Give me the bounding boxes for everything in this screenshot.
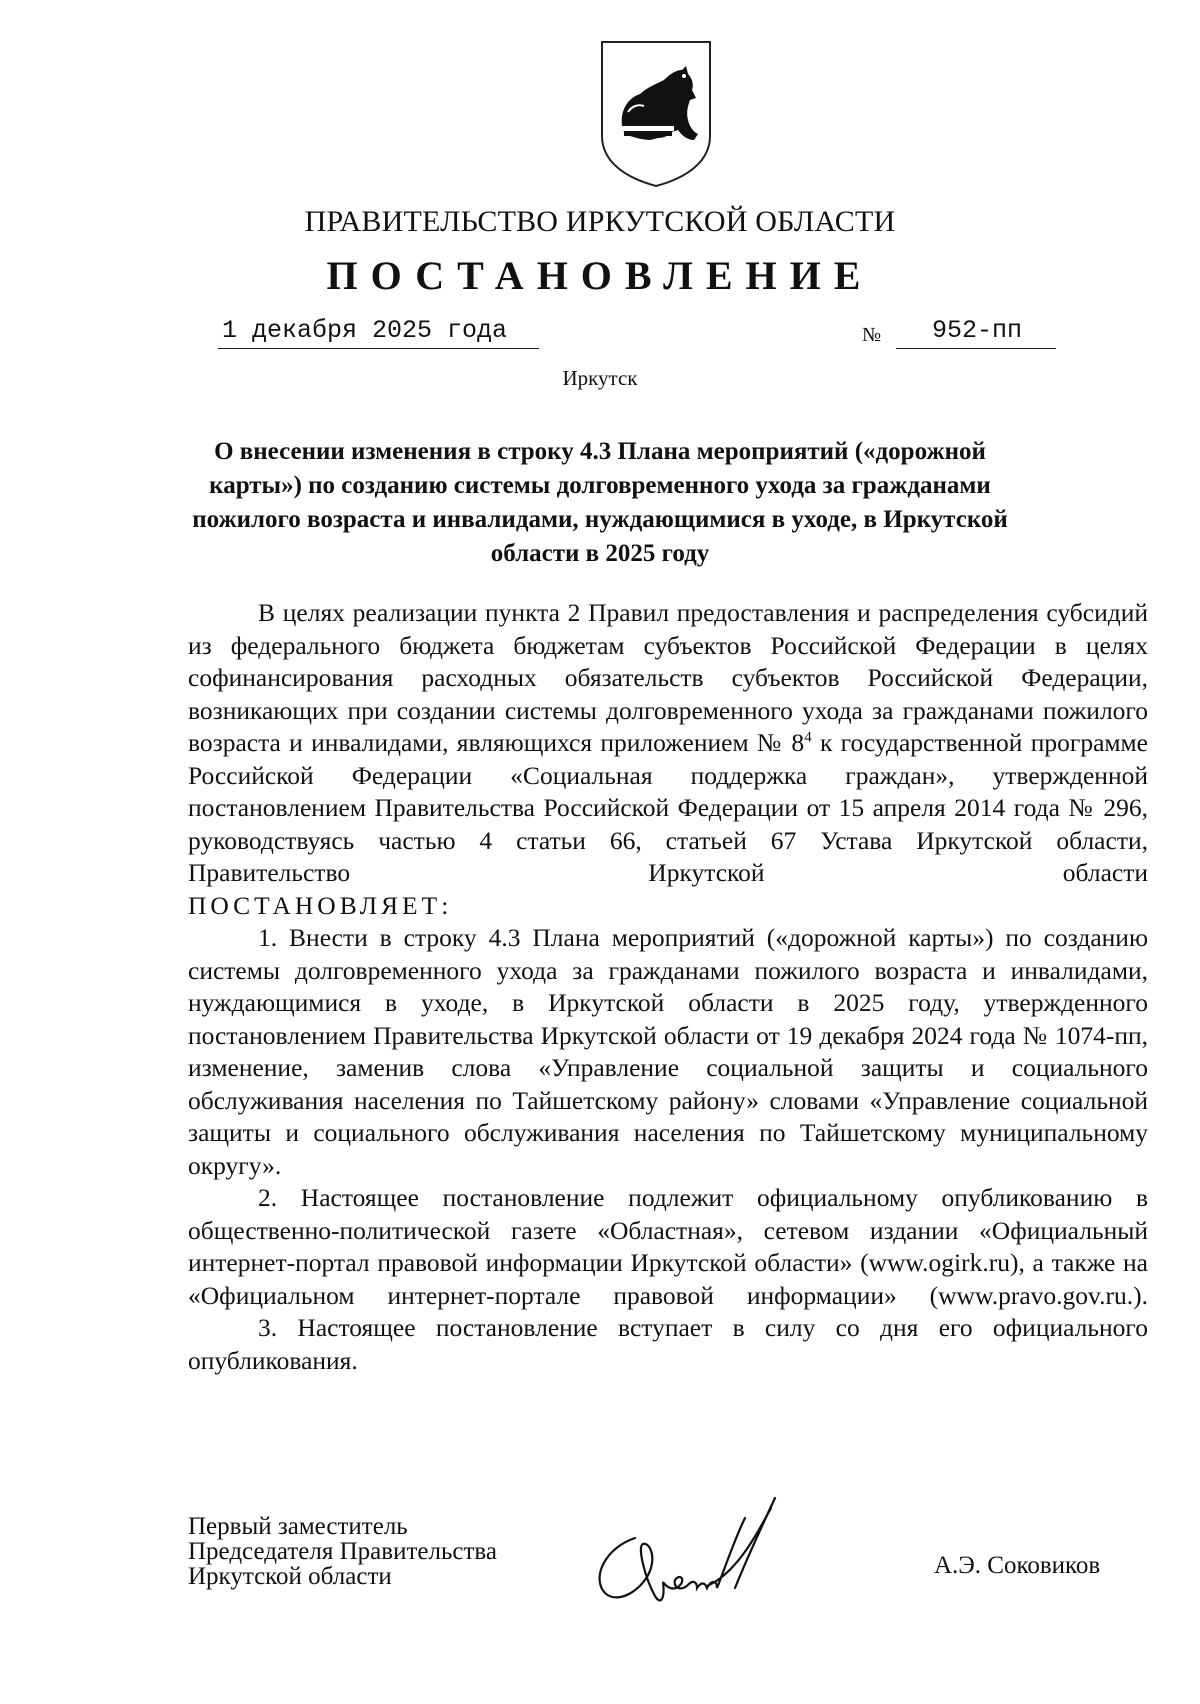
preamble-text: В целях реализации пункта 2 Правил предоставления и распределения субсидий из федерального бюджета бюджетам субъектов Российской Федерации в целях софинансирования расходных обязательств субъектов Российской Федерации, возникающих при создании системы долговременного ухода за гражданами пожилого возраста и инвалидами, являющихся приложением № 8 <box>188 598 1148 757</box>
preamble-paragraph <box>188 597 1148 890</box>
decree-word: ПОСТАНОВЛЯЕТ: <box>188 890 453 920</box>
signer-position-line-3: Иркутской области <box>188 1563 392 1590</box>
document-body <box>188 597 1148 1377</box>
preamble-text-continued: к государственной программе Российской Федерации «Социальная поддержка граждан», утвержденной постановлением Правительства Российской Федерации от 15 апреля 2014 года № 296, руководствуясь частью 4 статьи 66, статьей 67 Устава Иркутской области, Правительство Иркутской области <box>188 728 1148 887</box>
city: Иркутск <box>562 366 638 390</box>
item-3: 3. Настоящее постановление вступает в силу со дня его официального опубликования. <box>188 1313 1148 1375</box>
signer-name: А.Э. Соковиков <box>934 1552 1101 1579</box>
handwritten-signature-icon <box>585 1478 805 1628</box>
coat-of-arms-icon <box>598 40 714 188</box>
item-2: 2. Настоящее постановление подлежит официальному опубликованию в общественно-политической газете «Областная», сетевом издании «Официальный интернет-портал правовой информации Иркутской области» (www.ogirk.ru), а также на «Официальном интернет-портале правовой информации» (www.pravo.gov.ru.). <box>188 1183 1148 1310</box>
item-1: 1. Внести в строку 4.3 Плана мероприятий («дорожной карты») по созданию системы долговременного ухода за гражданами пожилого возраста и инвалидами, нуждающимися в уходе, в Иркутской области в 2025 году, утвержденного постановлением Правительства Иркутской области от 19 декабря 2024 года № 1074-пп, изменение, заменив слова «Управление социальной защиты и социального обслуживания населения по Тайшетскому району» словами «Управление социальной защиты и социального обслуживания населения по Тайшетскому муниципальному округу». <box>188 923 1148 1180</box>
government-name: ПРАВИТЕЛЬСТВО ИРКУТСКОЙ ОБЛАСТИ <box>304 205 896 238</box>
document-number: 952-пп <box>896 316 1056 349</box>
document-type-title: ПОСТАНОВЛЕНИЕ <box>326 253 874 298</box>
preamble-superscript: 4 <box>804 729 812 746</box>
number-sign: № <box>862 324 882 346</box>
document-subject: О внесении изменения в строку 4.3 Плана мероприятий («дорожной карты») по созданию системы долговременного ухода за гражданами пожилого возраста и инвалидами, нуждающимися в уходе, в Иркутской области в 2025 году <box>192 438 1008 567</box>
signer-position <box>188 1514 497 1589</box>
signer-position-line-1: Первый заместитель <box>188 1513 408 1540</box>
signer-position-line-2: Председателя Правительства <box>188 1538 497 1565</box>
document-date: 1 декабря 2025 года <box>218 316 539 349</box>
